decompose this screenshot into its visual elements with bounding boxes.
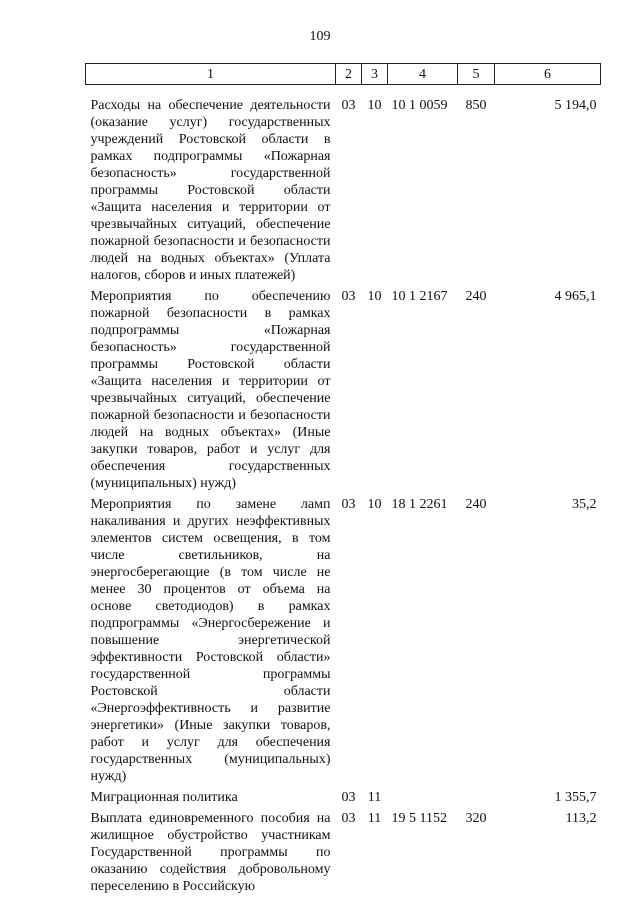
table-header — [86, 64, 601, 85]
row-amount: 35,2 — [572, 497, 597, 512]
header-col-5: 5 — [458, 64, 495, 85]
header-col-6: 6 — [495, 64, 601, 85]
row-expense-type: 850 — [465, 98, 487, 113]
row-target-article: 10 1 0059 — [391, 98, 448, 113]
table-row — [86, 496, 601, 789]
row-amount: 4 965,1 — [554, 289, 597, 304]
table-row — [86, 97, 601, 288]
row-expense-type: 240 — [465, 497, 487, 512]
header-row — [86, 64, 601, 85]
row-subsection: 11 — [367, 811, 382, 826]
row-expense-type: 240 — [465, 289, 487, 304]
table-body — [86, 85, 601, 900]
budget-table — [85, 63, 601, 899]
row-description: Мероприятия по обеспечению пожарной безопасности в рамках подпрограммы «Пожарная безопасность» государственной программы Ростовской области «Защита населения и территории от чрезвычайных ситуаций, обеспечение пожарной безопасности и безопасности людей на водных объектах» (Иные закупки товаров, работ и услуг для обеспечения государственных (муниципальных) нужд) — [90, 289, 331, 491]
row-description: Расходы на обеспечение деятельности (оказание услуг) государственных учреждений Ростовской области в рамках подпрограммы «Пожарная безопасность» государственной программы Ростовской области «Защита населения и территории от чрезвычайных ситуаций, обеспечение пожарной безопасности и безопасности людей на водных объектах» (Уплата налогов, сборов и иных платежей) — [90, 98, 331, 283]
row-target-article: 10 1 2167 — [391, 289, 448, 304]
row-description: Миграционная политика — [90, 790, 238, 805]
row-description: Мероприятия по замене ламп накаливания и других неэффективных элементов систем освещения, в том числе светильников, на энергосберегающие (в том числе не менее 30 процентов от объема на основе светодиодов) в рамках подпрограммы «Энергосбережение и повышение энергетической эффективности Ростовской области» государственной программы Ростовской области «Энергоэффективность и развитие энергетики» (Иные закупки товаров, работ и услуг для обеспечения государственных (муниципальных) нужд) — [90, 497, 331, 784]
row-target-article: 19 5 1152 — [391, 811, 447, 826]
row-subsection: 11 — [367, 790, 382, 805]
row-amount: 5 194,0 — [554, 98, 597, 113]
row-subsection: 10 — [367, 98, 382, 113]
row-amount: 1 355,7 — [554, 790, 597, 805]
header-col-4: 4 — [388, 64, 458, 85]
row-amount: 113,2 — [565, 811, 597, 826]
row-target-article — [388, 789, 458, 810]
row-section: 03 — [341, 790, 356, 805]
page-number: 109 — [309, 29, 331, 44]
table-row — [86, 789, 601, 810]
row-description: Выплата единовременного пособия на жилищное обустройство участникам Государственной программы по оказанию содействия добровольному переселению в Российскую — [90, 811, 331, 894]
row-expense-type — [458, 789, 495, 810]
row-target-article: 18 1 2261 — [391, 497, 448, 512]
row-section: 03 — [341, 497, 356, 512]
row-section: 03 — [341, 98, 356, 113]
table-row — [86, 288, 601, 496]
row-subsection: 10 — [367, 289, 382, 304]
table-row — [86, 810, 601, 899]
row-section: 03 — [341, 289, 356, 304]
row-section: 03 — [341, 811, 356, 826]
header-col-1: 1 — [86, 64, 336, 85]
header-col-2: 2 — [336, 64, 362, 85]
row-subsection: 10 — [367, 497, 382, 512]
row-expense-type: 320 — [465, 811, 487, 826]
header-col-3: 3 — [362, 64, 388, 85]
